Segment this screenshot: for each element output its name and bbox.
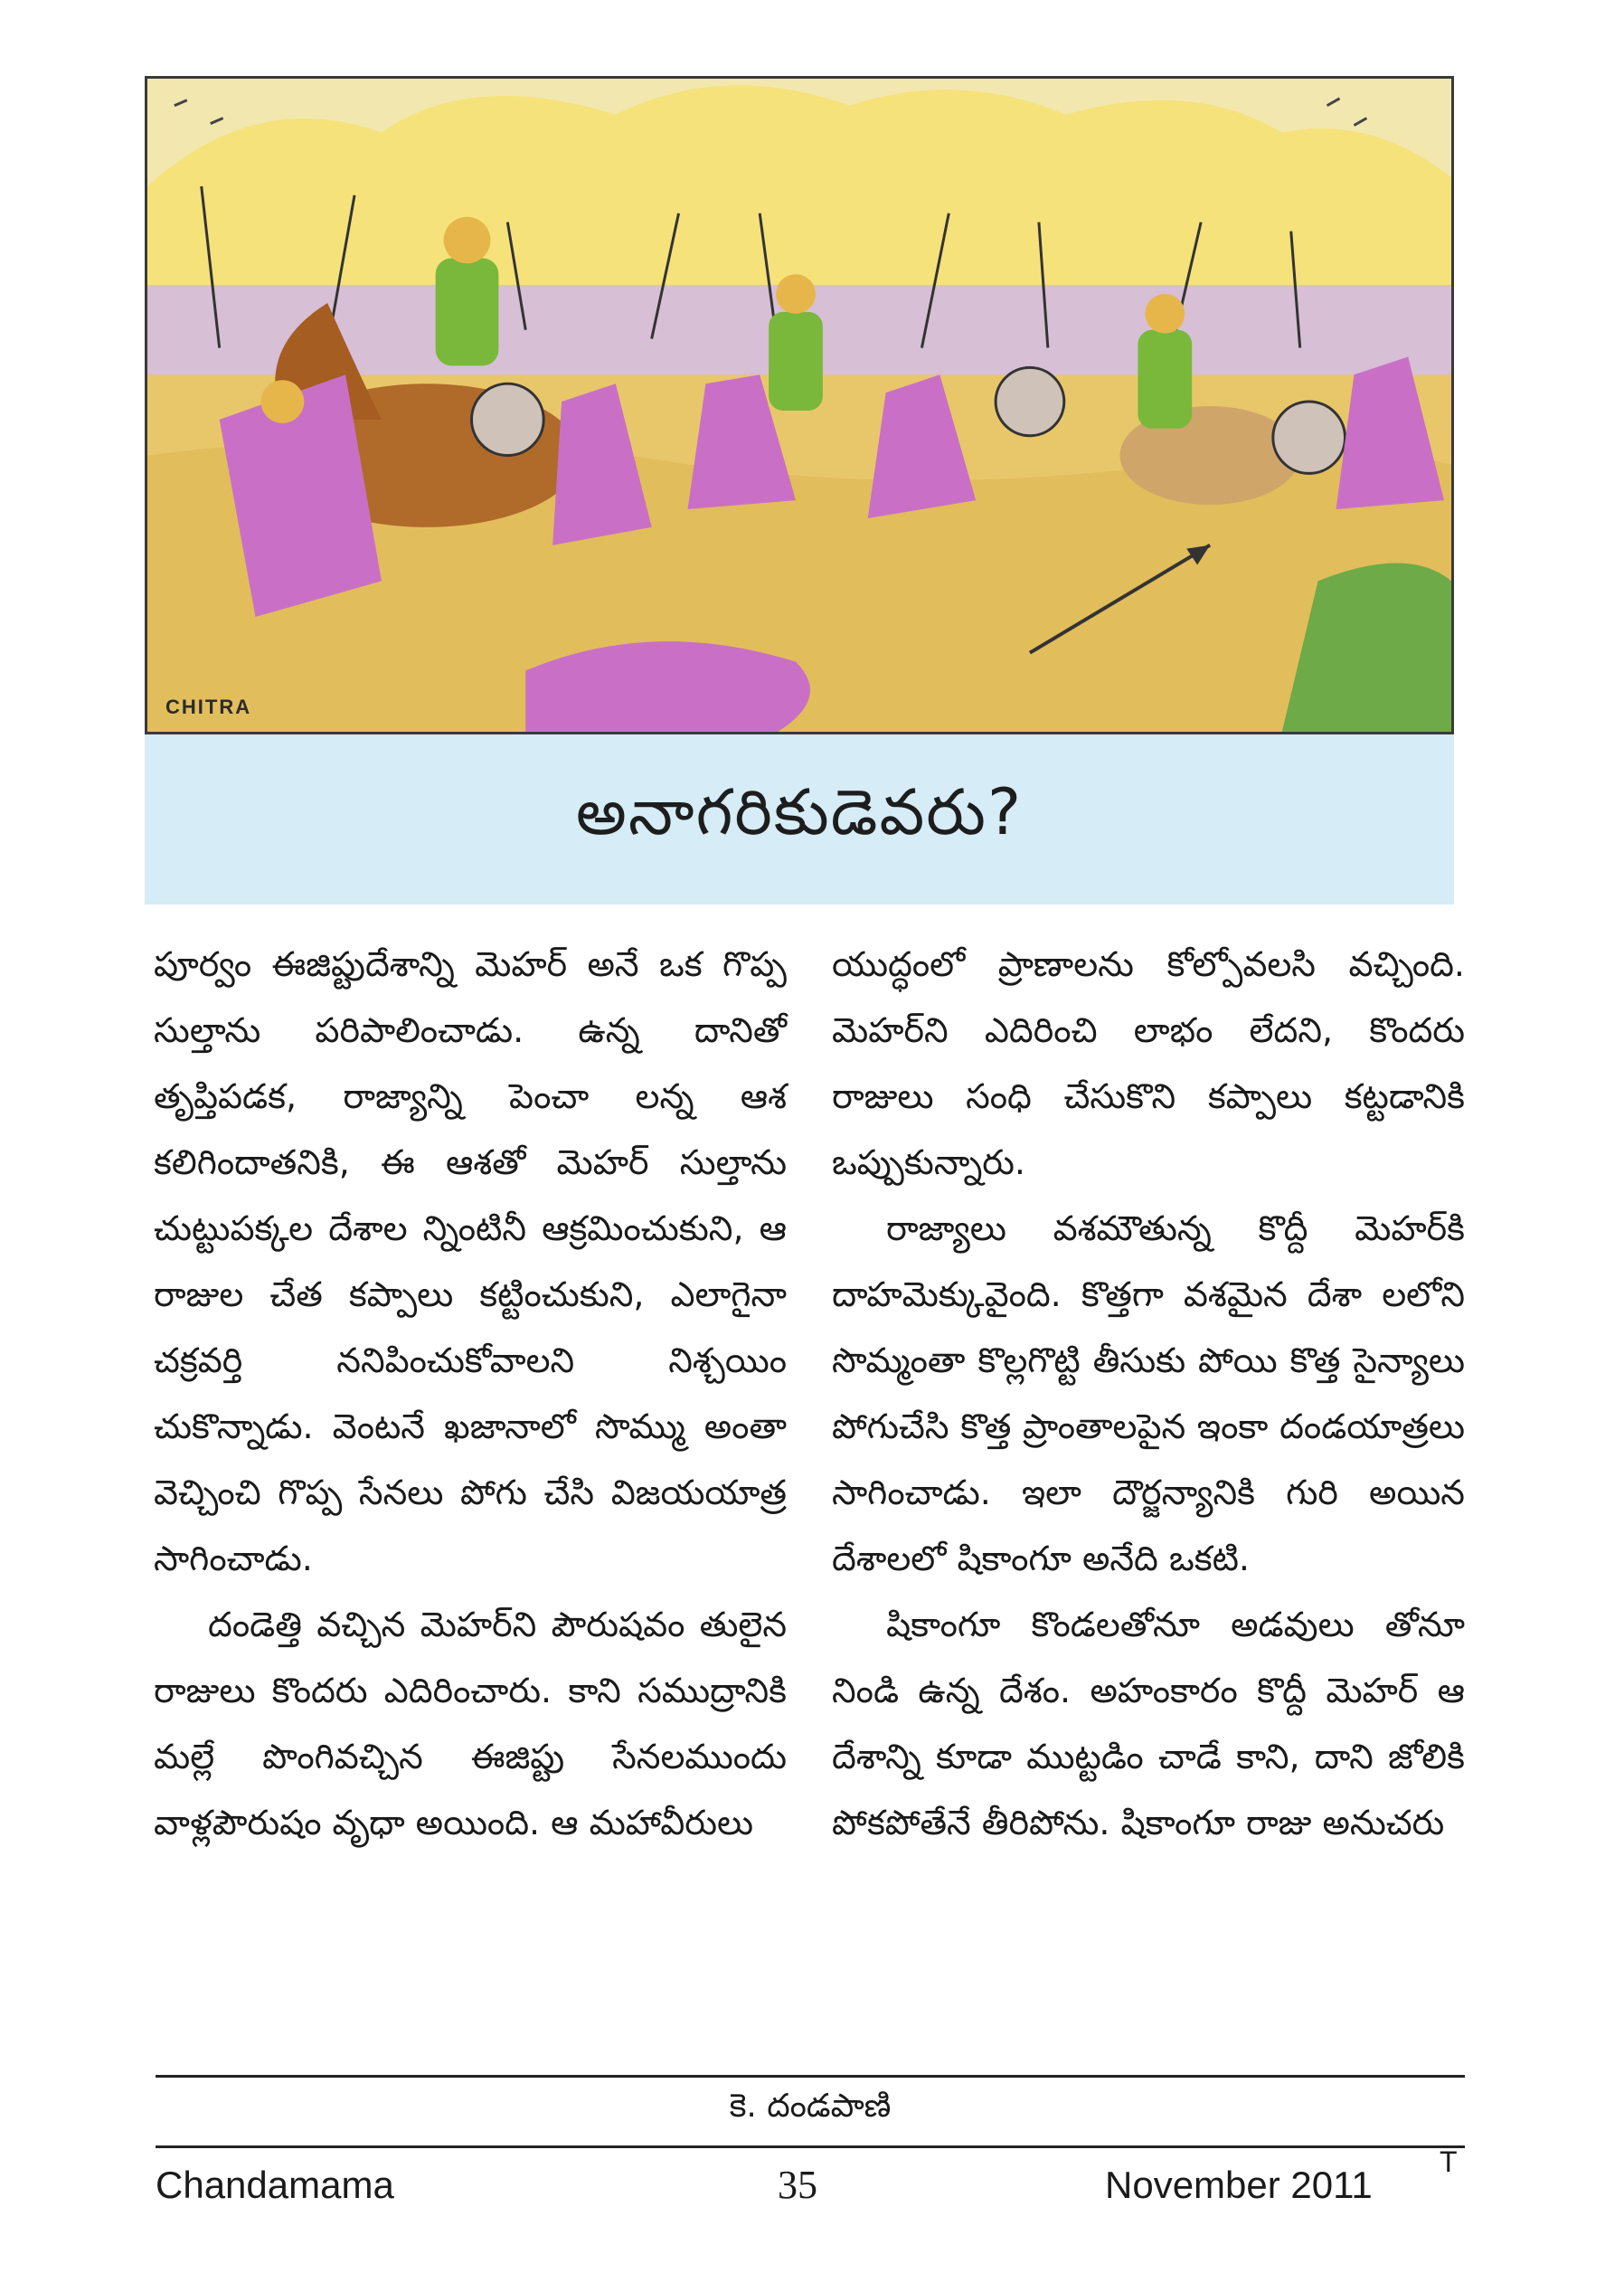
author-credit: కె. దండపాణి <box>729 2088 892 2125</box>
issue-date: November 2011 <box>1105 2164 1373 2206</box>
artist-signature: CHITRA <box>165 696 252 718</box>
paragraph: షికాంగూ కొండలతోనూ అడవులు తోనూ నిండి ఉన్న దేశం. అహంకారం కొద్దీ మెహర్ ఆ దేశాన్ని కూడా ముట్టడిం చాడే కాని, దాని జోలికి పోకపోతేనే తీరిపోను. షికాంగూ రాజు అనుచరు <box>832 1605 1465 1842</box>
right-column <box>832 932 1465 2044</box>
divider <box>156 2145 1465 2148</box>
story-title: అనాగరికుడెవరు? <box>575 774 1024 849</box>
paragraph: పూర్వం ఈజిప్టుదేశాన్ని మెహర్ అనే ఒక గొప్ప సుల్తాను పరిపాలించాడు. ఉన్న దానితో తృప్తిపడక, రాజ్యాన్ని పెంచా లన్న ఆశ కలిగిందాతనికి, ఈ ఆశతో మెహర్ సుల్తాను చుట్టుపక్కల దేశాల న్నింటినీ ఆక్రమించుకుని, ఆ రాజుల చేత కప్పాలు కట్టించుకుని, ఎలాగైనా చక్రవర్తి ననిపించుకోవాలని నిశ్చయిం చుకొన్నాడు. వెంటనే ఖజానాలో సొమ్ము అంతా వెచ్చించి గొప్ప సేనలు పోగు చేసి విజయయాత్ర సాగించాడు. <box>154 944 787 1578</box>
paragraph: దండెత్తి వచ్చిన మెహర్‌ని పౌరుషవం తులైన రాజులు కొందరు ఎదిరించారు. కాని సముద్రానికి మల్లే పొంగివచ్చిన ఈజిప్టు సేనలముందు వాళ్లపౌరుషం వృధా అయింది. ఆ మహావీరులు <box>154 1605 787 1842</box>
edition-mark: T <box>1440 2145 1458 2178</box>
story-illustration <box>145 76 1454 734</box>
paragraph: రాజ్యాలు వశమౌతున్న కొద్దీ మెహర్‌కి దాహమెక్కువైంది. కొత్తగా వశమైన దేశా లలోని సొమ్మంతా కొల్లగొట్టి తీసుకు పోయి కొత్త సైన్యాలు పోగుచేసి కొత్త ప్రాంతాలపైన ఇంకా దండయాత్రలు సాగించాడు. ఇలా దౌర్జన్యానికి గురి అయిన దేశాలలో షికాంగూ అనేది ఒకటి. <box>832 1208 1465 1578</box>
page-number: 35 <box>778 2163 817 2207</box>
battle-scene-art <box>147 79 1451 732</box>
divider <box>156 2075 1465 2078</box>
story-body <box>154 932 1465 2044</box>
left-column <box>154 932 787 2044</box>
title-band <box>145 734 1454 904</box>
paragraph: యుద్ధంలో ప్రాణాలను కోల్పోవలసి వచ్చింది. మెహర్‌ని ఎదిరించి లాభం లేదని, కొందరు రాజులు సంధి చేసుకొని కప్పాలు కట్టడానికి ఒప్పుకున్నారు. <box>832 944 1465 1182</box>
magazine-name: Chandamama <box>156 2164 394 2206</box>
